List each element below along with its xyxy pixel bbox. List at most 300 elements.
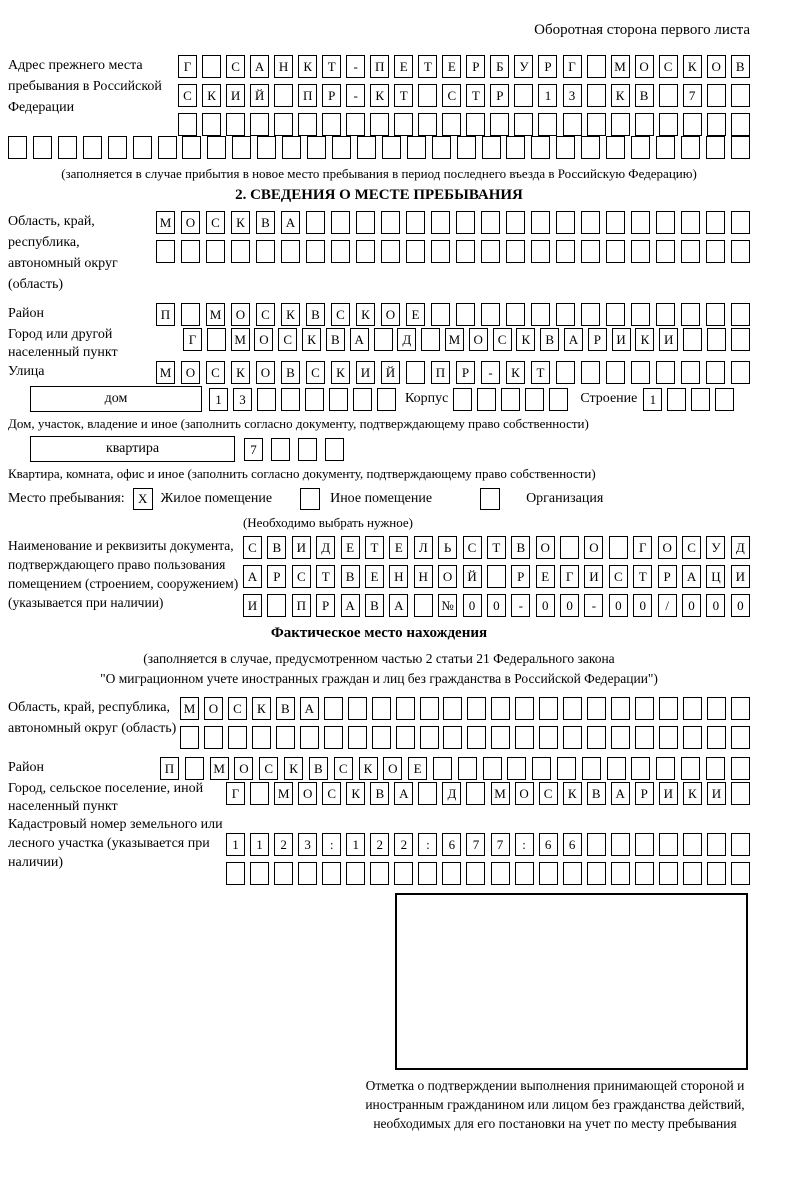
char-box[interactable]: 7 — [683, 84, 702, 107]
char-box[interactable]: : — [418, 833, 437, 856]
char-box[interactable]: Р — [456, 361, 475, 384]
char-box[interactable] — [563, 726, 582, 749]
char-box[interactable] — [706, 211, 725, 234]
char-box[interactable]: К — [683, 782, 702, 805]
char-box[interactable]: С — [206, 361, 225, 384]
char-box[interactable] — [731, 211, 750, 234]
char-box[interactable]: Г — [633, 536, 652, 559]
char-box[interactable] — [635, 726, 654, 749]
char-box[interactable]: К — [516, 328, 535, 351]
char-box[interactable] — [587, 113, 606, 136]
char-box[interactable] — [581, 240, 600, 263]
char-box[interactable] — [490, 113, 509, 136]
char-box[interactable] — [556, 361, 575, 384]
char-box[interactable]: О — [635, 55, 654, 78]
char-box[interactable] — [681, 361, 700, 384]
char-box[interactable]: И — [731, 565, 750, 588]
char-box[interactable]: Т — [633, 565, 652, 588]
char-box[interactable]: Р — [511, 565, 530, 588]
char-box[interactable]: П — [292, 594, 311, 617]
char-box[interactable]: И — [659, 328, 678, 351]
char-box[interactable]: В — [276, 697, 295, 720]
char-box[interactable] — [581, 303, 600, 326]
char-box[interactable] — [731, 757, 750, 780]
char-box[interactable] — [394, 113, 413, 136]
char-box[interactable]: 0 — [731, 594, 750, 617]
char-box[interactable] — [181, 303, 200, 326]
char-box[interactable]: Р — [490, 84, 509, 107]
char-box[interactable] — [372, 697, 391, 720]
char-box[interactable] — [706, 240, 725, 263]
char-box[interactable]: Т — [365, 536, 384, 559]
char-box[interactable]: О — [584, 536, 603, 559]
char-box[interactable]: Е — [408, 757, 427, 780]
char-box[interactable]: 6 — [539, 833, 558, 856]
char-box[interactable] — [707, 84, 726, 107]
char-box[interactable] — [431, 211, 450, 234]
char-box[interactable]: Е — [365, 565, 384, 588]
char-box[interactable]: К — [370, 84, 389, 107]
char-box[interactable] — [372, 726, 391, 749]
char-box[interactable] — [394, 862, 413, 885]
char-box[interactable]: К — [635, 328, 654, 351]
char-box[interactable] — [443, 697, 462, 720]
char-box[interactable] — [482, 136, 501, 159]
char-box[interactable]: 7 — [244, 438, 263, 461]
char-box[interactable] — [515, 697, 534, 720]
char-box[interactable] — [414, 594, 433, 617]
char-box[interactable] — [635, 862, 654, 885]
char-box[interactable] — [587, 84, 606, 107]
char-box[interactable] — [683, 833, 702, 856]
char-box[interactable]: О — [256, 361, 275, 384]
char-box[interactable] — [374, 328, 393, 351]
char-box[interactable]: В — [306, 303, 325, 326]
char-box[interactable] — [202, 55, 221, 78]
char-box[interactable] — [481, 303, 500, 326]
char-box[interactable]: 7 — [466, 833, 485, 856]
char-box[interactable] — [611, 113, 630, 136]
char-box[interactable]: - — [346, 84, 365, 107]
char-box[interactable]: Й — [463, 565, 482, 588]
char-box[interactable] — [683, 726, 702, 749]
char-box[interactable] — [611, 697, 630, 720]
char-box[interactable]: И — [584, 565, 603, 588]
char-box[interactable]: С — [226, 55, 245, 78]
char-box[interactable] — [659, 833, 678, 856]
char-box[interactable] — [606, 361, 625, 384]
char-box[interactable] — [433, 757, 452, 780]
char-box[interactable]: И — [292, 536, 311, 559]
char-box[interactable]: В — [281, 361, 300, 384]
char-box[interactable]: М — [231, 328, 250, 351]
char-box[interactable]: К — [506, 361, 525, 384]
char-box[interactable]: 0 — [633, 594, 652, 617]
char-box[interactable] — [348, 697, 367, 720]
char-box[interactable]: К — [359, 757, 378, 780]
char-box[interactable] — [407, 136, 426, 159]
char-box[interactable]: М — [611, 55, 630, 78]
char-box[interactable]: К — [252, 697, 271, 720]
char-box[interactable] — [250, 113, 269, 136]
char-box[interactable]: М — [180, 697, 199, 720]
char-box[interactable]: К — [356, 303, 375, 326]
char-box[interactable]: 6 — [442, 833, 461, 856]
char-box[interactable]: Е — [442, 55, 461, 78]
char-box[interactable]: 3 — [563, 84, 582, 107]
char-box[interactable]: В — [256, 211, 275, 234]
char-box[interactable] — [381, 240, 400, 263]
char-box[interactable] — [456, 240, 475, 263]
char-box[interactable]: М — [274, 782, 293, 805]
char-box[interactable]: Г — [560, 565, 579, 588]
char-box[interactable] — [357, 136, 376, 159]
char-box[interactable]: / — [658, 594, 677, 617]
char-box[interactable]: К — [683, 55, 702, 78]
char-box[interactable] — [156, 240, 175, 263]
char-box[interactable]: К — [202, 84, 221, 107]
char-box[interactable] — [731, 361, 750, 384]
char-box[interactable] — [707, 697, 726, 720]
char-box[interactable]: О — [298, 782, 317, 805]
char-box[interactable] — [683, 328, 702, 351]
char-box[interactable] — [556, 211, 575, 234]
char-box[interactable] — [431, 303, 450, 326]
char-box[interactable]: 2 — [370, 833, 389, 856]
char-box[interactable]: - — [346, 55, 365, 78]
char-box[interactable] — [731, 136, 750, 159]
char-box[interactable] — [587, 726, 606, 749]
char-box[interactable] — [274, 113, 293, 136]
char-box[interactable]: - — [584, 594, 603, 617]
char-box[interactable] — [332, 136, 351, 159]
char-box[interactable]: С — [682, 536, 701, 559]
char-box[interactable]: А — [281, 211, 300, 234]
char-box[interactable]: И — [356, 361, 375, 384]
char-box[interactable] — [396, 726, 415, 749]
char-box[interactable]: Т — [394, 84, 413, 107]
char-box[interactable]: С — [256, 303, 275, 326]
char-box[interactable] — [731, 328, 750, 351]
char-box[interactable] — [581, 136, 600, 159]
char-box[interactable]: 0 — [536, 594, 555, 617]
char-box[interactable]: Т — [418, 55, 437, 78]
char-box[interactable]: Р — [538, 55, 557, 78]
char-box[interactable]: Р — [635, 782, 654, 805]
char-box[interactable]: Й — [250, 84, 269, 107]
char-box[interactable]: - — [481, 361, 500, 384]
char-box[interactable]: Т — [316, 565, 335, 588]
char-box[interactable] — [481, 240, 500, 263]
char-box[interactable]: В — [587, 782, 606, 805]
char-box[interactable] — [256, 240, 275, 263]
char-box[interactable] — [281, 240, 300, 263]
char-box[interactable] — [549, 388, 568, 411]
char-box[interactable] — [557, 757, 576, 780]
char-box[interactable]: Н — [414, 565, 433, 588]
char-box[interactable] — [406, 361, 425, 384]
char-box[interactable]: О — [254, 328, 273, 351]
char-box[interactable] — [581, 361, 600, 384]
stay-option-residential-checkbox[interactable]: X — [133, 488, 153, 510]
char-box[interactable] — [563, 862, 582, 885]
char-box[interactable] — [204, 726, 223, 749]
char-box[interactable]: С — [442, 84, 461, 107]
char-box[interactable] — [532, 757, 551, 780]
char-box[interactable] — [731, 84, 750, 107]
char-box[interactable] — [467, 726, 486, 749]
char-box[interactable] — [282, 136, 301, 159]
char-box[interactable]: С — [609, 565, 628, 588]
char-box[interactable]: Т — [531, 361, 550, 384]
char-box[interactable]: 1 — [643, 388, 662, 411]
char-box[interactable] — [133, 136, 152, 159]
char-box[interactable]: И — [226, 84, 245, 107]
char-box[interactable]: 1 — [538, 84, 557, 107]
char-box[interactable]: Г — [178, 55, 197, 78]
char-box[interactable] — [181, 240, 200, 263]
char-box[interactable]: М — [210, 757, 229, 780]
char-box[interactable] — [377, 388, 396, 411]
char-box[interactable] — [631, 136, 650, 159]
char-box[interactable] — [406, 240, 425, 263]
char-box[interactable] — [731, 303, 750, 326]
char-box[interactable] — [382, 136, 401, 159]
char-box[interactable] — [631, 361, 650, 384]
char-box[interactable]: К — [231, 211, 250, 234]
char-box[interactable] — [226, 113, 245, 136]
char-box[interactable] — [466, 862, 485, 885]
char-box[interactable] — [731, 862, 750, 885]
char-box[interactable] — [515, 726, 534, 749]
char-box[interactable]: О — [181, 211, 200, 234]
char-box[interactable]: К — [346, 782, 365, 805]
char-box[interactable]: А — [394, 782, 413, 805]
char-box[interactable]: Р — [588, 328, 607, 351]
stay-option-organization-checkbox[interactable] — [480, 488, 500, 510]
char-box[interactable] — [731, 240, 750, 263]
char-box[interactable]: С — [228, 697, 247, 720]
char-box[interactable] — [431, 240, 450, 263]
char-box[interactable] — [707, 328, 726, 351]
char-box[interactable]: Р — [658, 565, 677, 588]
char-box[interactable] — [631, 757, 650, 780]
char-box[interactable] — [477, 388, 496, 411]
char-box[interactable]: П — [156, 303, 175, 326]
char-box[interactable]: И — [612, 328, 631, 351]
char-box[interactable] — [370, 862, 389, 885]
char-box[interactable] — [506, 303, 525, 326]
char-box[interactable] — [656, 361, 675, 384]
char-box[interactable] — [587, 697, 606, 720]
char-box[interactable]: Е — [536, 565, 555, 588]
char-box[interactable]: В — [365, 594, 384, 617]
char-box[interactable] — [418, 113, 437, 136]
char-box[interactable]: С — [463, 536, 482, 559]
char-box[interactable] — [305, 388, 324, 411]
char-box[interactable]: В — [267, 536, 286, 559]
char-box[interactable] — [443, 726, 462, 749]
char-box[interactable] — [659, 113, 678, 136]
char-box[interactable] — [83, 136, 102, 159]
char-box[interactable]: П — [431, 361, 450, 384]
char-box[interactable]: О — [515, 782, 534, 805]
char-box[interactable]: К — [284, 757, 303, 780]
char-box[interactable]: С — [292, 565, 311, 588]
char-box[interactable]: С — [278, 328, 297, 351]
char-box[interactable] — [370, 113, 389, 136]
char-box[interactable]: Б — [490, 55, 509, 78]
char-box[interactable] — [178, 113, 197, 136]
char-box[interactable]: Й — [381, 361, 400, 384]
char-box[interactable]: Т — [487, 536, 506, 559]
char-box[interactable]: Р — [466, 55, 485, 78]
char-box[interactable]: № — [438, 594, 457, 617]
char-box[interactable]: 1 — [250, 833, 269, 856]
char-box[interactable] — [481, 211, 500, 234]
char-box[interactable] — [346, 113, 365, 136]
char-box[interactable]: А — [341, 594, 360, 617]
char-box[interactable] — [226, 862, 245, 885]
char-box[interactable]: У — [706, 536, 725, 559]
char-box[interactable]: С — [306, 361, 325, 384]
char-box[interactable] — [681, 240, 700, 263]
char-box[interactable]: М — [156, 361, 175, 384]
char-box[interactable]: А — [250, 55, 269, 78]
char-box[interactable]: Д — [442, 782, 461, 805]
char-box[interactable] — [420, 697, 439, 720]
char-box[interactable] — [456, 303, 475, 326]
char-box[interactable]: Е — [406, 303, 425, 326]
char-box[interactable]: - — [511, 594, 530, 617]
char-box[interactable] — [58, 136, 77, 159]
char-box[interactable] — [456, 211, 475, 234]
char-box[interactable]: В — [309, 757, 328, 780]
char-box[interactable] — [501, 388, 520, 411]
char-box[interactable]: С — [539, 782, 558, 805]
char-box[interactable] — [514, 113, 533, 136]
char-box[interactable] — [631, 303, 650, 326]
char-box[interactable]: С — [243, 536, 262, 559]
char-box[interactable] — [681, 757, 700, 780]
char-box[interactable] — [491, 862, 510, 885]
char-box[interactable] — [683, 862, 702, 885]
char-box[interactable] — [525, 388, 544, 411]
char-box[interactable]: М — [491, 782, 510, 805]
char-box[interactable]: И — [707, 782, 726, 805]
char-box[interactable]: О — [707, 55, 726, 78]
char-box[interactable]: В — [341, 565, 360, 588]
char-box[interactable]: О — [234, 757, 253, 780]
char-box[interactable] — [276, 726, 295, 749]
char-box[interactable]: 2 — [274, 833, 293, 856]
char-box[interactable] — [606, 303, 625, 326]
char-box[interactable]: Д — [731, 536, 750, 559]
char-box[interactable]: О — [231, 303, 250, 326]
char-box[interactable]: А — [564, 328, 583, 351]
char-box[interactable]: 0 — [682, 594, 701, 617]
char-box[interactable] — [515, 862, 534, 885]
char-box[interactable] — [635, 833, 654, 856]
char-box[interactable] — [656, 303, 675, 326]
char-box[interactable] — [442, 113, 461, 136]
char-box[interactable]: И — [659, 782, 678, 805]
char-box[interactable]: 3 — [233, 388, 252, 411]
char-box[interactable]: К — [231, 361, 250, 384]
char-box[interactable] — [563, 113, 582, 136]
char-box[interactable] — [348, 726, 367, 749]
char-box[interactable] — [346, 862, 365, 885]
char-box[interactable] — [681, 303, 700, 326]
char-box[interactable]: С — [259, 757, 278, 780]
char-box[interactable] — [556, 240, 575, 263]
char-box[interactable] — [185, 757, 204, 780]
char-box[interactable]: : — [322, 833, 341, 856]
char-box[interactable]: 0 — [609, 594, 628, 617]
char-box[interactable] — [257, 136, 276, 159]
char-box[interactable] — [182, 136, 201, 159]
char-box[interactable] — [453, 388, 472, 411]
char-box[interactable]: 2 — [394, 833, 413, 856]
char-box[interactable] — [458, 757, 477, 780]
char-box[interactable] — [506, 136, 525, 159]
char-box[interactable] — [33, 136, 52, 159]
char-box[interactable]: О — [381, 303, 400, 326]
char-box[interactable] — [681, 211, 700, 234]
char-box[interactable] — [406, 211, 425, 234]
char-box[interactable] — [731, 113, 750, 136]
char-box[interactable]: К — [563, 782, 582, 805]
char-box[interactable]: : — [515, 833, 534, 856]
char-box[interactable] — [207, 328, 226, 351]
char-box[interactable] — [656, 240, 675, 263]
char-box[interactable] — [683, 697, 702, 720]
char-box[interactable] — [396, 697, 415, 720]
char-box[interactable]: 0 — [560, 594, 579, 617]
char-box[interactable]: 6 — [563, 833, 582, 856]
char-box[interactable]: А — [243, 565, 262, 588]
char-box[interactable]: С — [659, 55, 678, 78]
char-box[interactable] — [206, 240, 225, 263]
char-box[interactable] — [232, 136, 251, 159]
char-box[interactable]: 0 — [706, 594, 725, 617]
char-box[interactable]: С — [334, 757, 353, 780]
char-box[interactable]: О — [204, 697, 223, 720]
char-box[interactable] — [707, 726, 726, 749]
char-box[interactable]: П — [298, 84, 317, 107]
stay-option-other-checkbox[interactable] — [300, 488, 320, 510]
char-box[interactable] — [271, 438, 290, 461]
char-box[interactable] — [202, 113, 221, 136]
char-box[interactable] — [306, 240, 325, 263]
char-box[interactable] — [587, 862, 606, 885]
char-box[interactable]: Е — [389, 536, 408, 559]
char-box[interactable]: С — [331, 303, 350, 326]
char-box[interactable]: П — [370, 55, 389, 78]
char-box[interactable] — [538, 113, 557, 136]
char-box[interactable]: К — [302, 328, 321, 351]
char-box[interactable] — [306, 211, 325, 234]
char-box[interactable] — [420, 726, 439, 749]
char-box[interactable] — [307, 136, 326, 159]
char-box[interactable] — [606, 240, 625, 263]
char-box[interactable] — [207, 136, 226, 159]
char-box[interactable] — [329, 388, 348, 411]
char-box[interactable]: Г — [226, 782, 245, 805]
char-box[interactable] — [706, 303, 725, 326]
char-box[interactable]: И — [243, 594, 262, 617]
char-box[interactable]: С — [493, 328, 512, 351]
